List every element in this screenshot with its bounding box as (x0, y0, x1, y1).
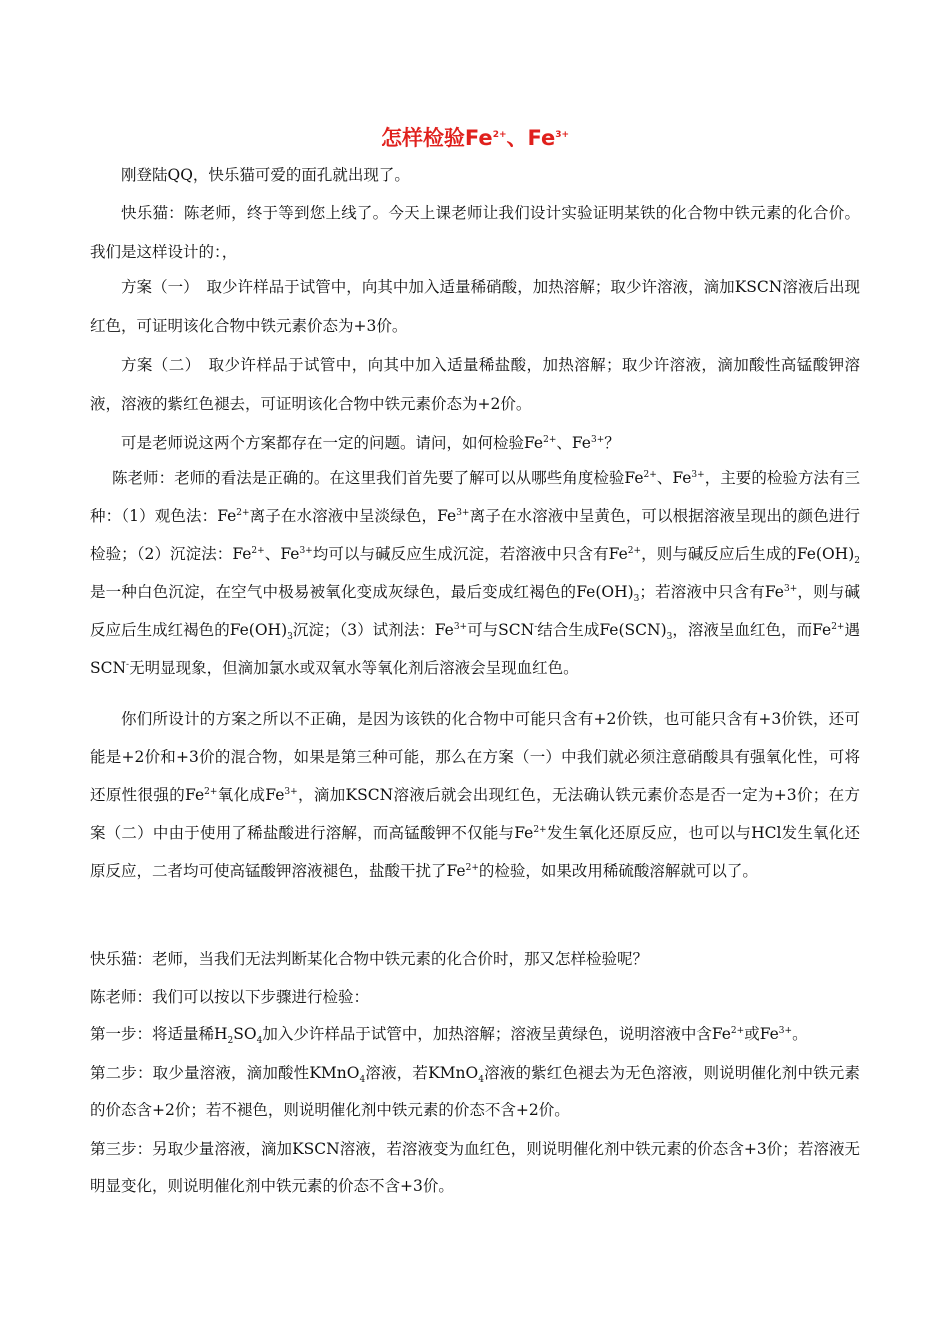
title-sup: 3+ (555, 130, 570, 140)
plan-two-paragraph: 方案（二） 取少许样品于试管中，向其中加入适量稀盐酸，加热溶解；取少许溶液，滴加酸性高锰酸钾溶液，溶液的紫红色褪去，可证明该化合物中铁元素价态为+2价。 (90, 356, 860, 413)
intro-paragraph: 刚登陆QQ，快乐猫可爱的面孔就出现了。 (121, 166, 410, 184)
student-followup-paragraph: 快乐猫：老师，当我们无法判断某化合物中铁元素的化合价时，那又怎样检验呢？ (90, 950, 649, 968)
explanation-paragraph: 你们所设计的方案之所以不正确，是因为该铁的化合物中可能只含有+2价铁，也可能只含有+3价铁，还可能是+2价和+3价的混合物，如果是第三种可能，那么在方案（一）中我们就必须注意硝酸具有强氧化性，可将还原性很强的$Fe^{2+}$氧化成$Fe^{3+}$，滴加KSCN溶液后就会出现红色，无法确认铁元素价态是否一定为+3价；在方案（二）中由于使用了稀盐酸进行溶解，而高锰酸钾不仅能与$Fe^{2+}$发生氧化还原反应，也可以与HCl发生氧化还原反应，二者均可使高锰酸钾溶液褪色，盐酸干扰了$Fe^{2+}$的检验，如果改用稀硫酸溶解就可以了。 (90, 710, 860, 880)
page-title (0, 122, 950, 152)
title-sup: 2+ (492, 130, 507, 140)
teacher-steps-intro: 陈老师：我们可以按以下步骤进行检验： (90, 988, 370, 1006)
plan-one-paragraph: 方案（一） 取少许样品于试管中，向其中加入适量稀硝酸，加热溶解；取少许溶液，滴加KSCN溶液后出现红色，可证明该化合物中铁元素价态为+3价。 (90, 278, 860, 335)
question-paragraph: 可是老师说这两个方案都存在一定的问题。请问，如何检验$Fe^{2+}$、$Fe^{3+}$？ (121, 434, 620, 452)
step-three-paragraph: 第三步：另取少量溶液，滴加KSCN溶液，若溶液变为血红色，则说明催化剂中铁元素的价态含+3价；若溶液无明显变化，则说明催化剂中铁元素的价态不含+3价。 (90, 1140, 860, 1195)
title-text: 怎样检验Fe (380, 126, 493, 150)
step-one-paragraph: 第一步：将适量稀$H_2SO_4$加入少许样品于试管中，加热溶解；溶液呈黄绿色，说明溶液中含$Fe^{2+}$或$Fe^{3+}$。 (90, 1025, 808, 1047)
student-question-paragraph: 快乐猫：陈老师，终于等到您上线了。今天上课老师让我们设计实验证明某铁的化合物中铁元素的化合价。我们是这样设计的：， (90, 204, 860, 261)
title-text-2: 、Fe (506, 126, 556, 150)
teacher-answer-paragraph: 陈老师：老师的看法是正确的。在这里我们首先要了解可以从哪些角度检验$Fe^{2+}$、$Fe^{3+}$，主要的检验方法有三种：（1）观色法：$Fe^{2+}$离子在水溶液中呈淡绿色，$Fe^{3+}$离子在水溶液中呈黄色，可以根据溶液呈现出的颜色进行检验；（2）沉淀法：$Fe^{2+}$、$Fe^{3+}$均可以与碱反应生成沉淀，若溶液中只含有$Fe^{2+}$，则与碱反应后生成的$Fe(OH)_2$是一种白色沉淀，在空气中极易被氧化变成灰绿色，最后变成红褐色的$Fe(OH)_3$；若溶液中只含有$Fe^{3+}$，则与碱反应后生成红褐色的$Fe(OH)_3$沉淀；（3）试剂法：$Fe^{3+}$可与SCN-结合生成$Fe(SCN)_3$，溶液呈血红色，而$Fe^{2+}$遇SCN-无明显现象，但滴加氯水或双氧水等氧化剂后溶液会呈现血红色。 (90, 469, 860, 677)
step-two-paragraph: 第二步：取少量溶液，滴加酸性KMnO$_4$溶液，若KMnO$_4$溶液的紫红色褪去为无色溶液，则说明催化剂中铁元素的价态含+2价；若不褪色，则说明催化剂中铁元素的价态不含+2价。 (90, 1064, 860, 1119)
